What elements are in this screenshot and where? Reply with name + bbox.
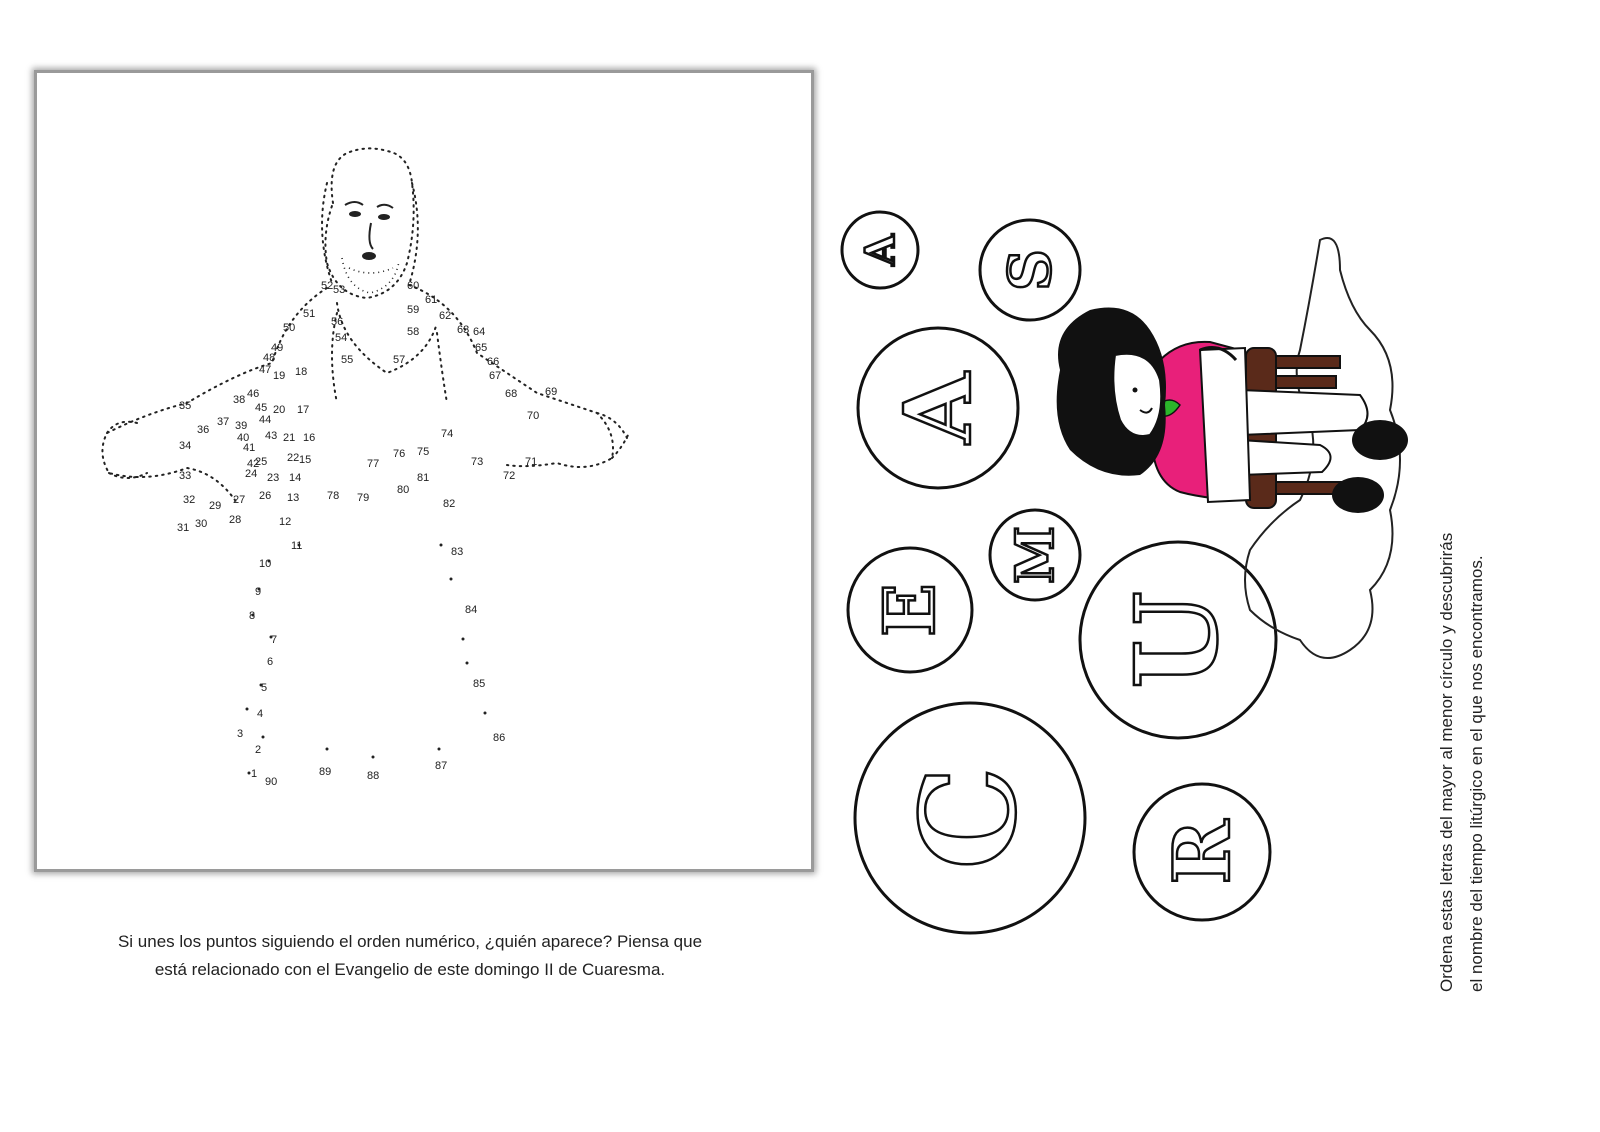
dot-number: 2 [255, 744, 262, 756]
dot-number: 36 [197, 424, 210, 436]
dot-number: 29 [209, 500, 222, 512]
instructions-vertical [1432, 480, 1512, 1000]
dot-number: 7 [271, 634, 278, 646]
dot-number: 40 [237, 432, 250, 444]
dot-number: 32 [183, 494, 196, 506]
dot-number: 12 [279, 516, 292, 528]
dot-drawing [37, 73, 811, 869]
girl-reading-illustration [1040, 230, 1420, 670]
dot-number: 59 [407, 304, 420, 316]
dot-number: 28 [229, 514, 242, 526]
dot-number: 81 [417, 472, 430, 484]
dot-number: 9 [255, 586, 262, 598]
letter-m: M [1005, 526, 1066, 584]
dot-number: 15 [299, 454, 312, 466]
dot-numbers [177, 280, 557, 788]
dot-number: 34 [179, 440, 192, 452]
dot-number: 68 [505, 388, 518, 400]
dot-number: 38 [233, 394, 246, 406]
dot-number: 88 [367, 770, 380, 782]
dot-number: 65 [475, 342, 488, 354]
dot-number: 87 [435, 760, 448, 772]
dot-number: 6 [267, 656, 274, 668]
dot-number: 50 [283, 322, 296, 334]
dot-number: 71 [525, 456, 538, 468]
dot-number: 17 [297, 404, 310, 416]
dot-number: 89 [319, 766, 332, 778]
dot-number: 61 [425, 294, 438, 306]
dot-number: 77 [367, 458, 380, 470]
dot-number: 58 [407, 326, 420, 338]
dot-number: 27 [233, 494, 246, 506]
dot-number: 11 [291, 540, 303, 552]
dot-number: 4 [257, 708, 264, 720]
dot-number: 24 [245, 468, 258, 480]
dot-number: 43 [265, 430, 278, 442]
dot-number: 8 [249, 610, 256, 622]
dot-number: 54 [335, 332, 348, 344]
dot-number: 30 [195, 518, 208, 530]
dot-number: 39 [235, 420, 248, 432]
dot-number: 13 [287, 492, 300, 504]
dot-to-dot-puzzle [34, 70, 814, 872]
dot-number: 74 [441, 428, 454, 440]
dot-number: 25 [255, 456, 268, 468]
dot-number: 10 [259, 558, 272, 570]
letter-a-large: A [884, 372, 992, 444]
dot-number: 22 [287, 452, 300, 464]
letter-r: R [1157, 819, 1248, 885]
dot-number: 42 [247, 458, 260, 470]
caption-line-2: está relacionado con el Evangelio de este domingo II de Cuaresma. [154, 960, 666, 979]
dot-number: 33 [179, 470, 192, 482]
dot-number: 85 [473, 678, 486, 690]
dot-number: 86 [493, 732, 506, 744]
dot-number: 76 [393, 448, 406, 460]
dot-number: 35 [179, 400, 192, 412]
dot-number: 56 [331, 316, 344, 328]
letter-c: C [892, 766, 1045, 870]
letter-s: S [996, 249, 1064, 291]
letter-a-small: A [857, 234, 904, 266]
caption-line-1: Si unes los puntos siguiendo el orden numérico, ¿quién aparece? Piensa que [117, 932, 703, 951]
dot-number: 66 [487, 356, 500, 368]
dot-number: 44 [259, 414, 272, 426]
dot-number: 47 [259, 364, 272, 376]
dot-number: 52 [321, 280, 334, 292]
instructions-line-2: el nombre del tiempo litúrgico en el que nos encontramos. [1467, 555, 1486, 992]
dot-number: 69 [545, 386, 558, 398]
dot-number: 78 [327, 490, 340, 502]
dot-number: 3 [237, 728, 244, 740]
dot-number: 48 [263, 352, 276, 364]
dot-number: 46 [247, 388, 260, 400]
dot-number: 16 [303, 432, 316, 444]
dot-number: 80 [397, 484, 410, 496]
dot-number: 73 [471, 456, 484, 468]
dot-number: 84 [465, 604, 478, 616]
dot-number: 60 [407, 280, 420, 292]
letter-u: U [1112, 591, 1243, 689]
dot-number: 72 [503, 470, 516, 482]
dot-number: 55 [341, 354, 354, 366]
dot-number: 14 [289, 472, 302, 484]
dot-number: 19 [273, 370, 286, 382]
dot-number: 70 [527, 410, 540, 422]
dot-number: 62 [439, 310, 452, 322]
puzzle-caption [60, 928, 760, 984]
dot-number: 37 [217, 416, 230, 428]
dot-number: 23 [267, 472, 280, 484]
dot-number: 67 [489, 370, 502, 382]
dot-number: 83 [451, 546, 464, 558]
dot-number: 31 [177, 522, 190, 534]
dot-number: 41 [243, 442, 256, 454]
dot-number: 49 [271, 342, 284, 354]
dot-number: 51 [303, 308, 316, 320]
dot-number: 63 [457, 324, 470, 336]
dot-number: 1 [251, 768, 258, 780]
dot-number: 79 [357, 492, 370, 504]
dot-number: 75 [417, 446, 430, 458]
dot-number: 45 [255, 402, 268, 414]
dot-number: 82 [443, 498, 456, 510]
dot-number: 53 [333, 284, 346, 296]
dot-number: 18 [295, 366, 308, 378]
dot-number: 21 [283, 432, 296, 444]
dot-number: 90 [265, 776, 278, 788]
dot-number: 20 [273, 404, 286, 416]
letter-e: E [868, 583, 951, 637]
dot-number: 64 [473, 326, 486, 338]
dot-number: 5 [261, 682, 268, 694]
dot-number: 57 [393, 354, 406, 366]
instructions-line-1: Ordena estas letras del mayor al menor círculo y descubrirás [1437, 532, 1456, 992]
dot-number: 26 [259, 490, 272, 502]
